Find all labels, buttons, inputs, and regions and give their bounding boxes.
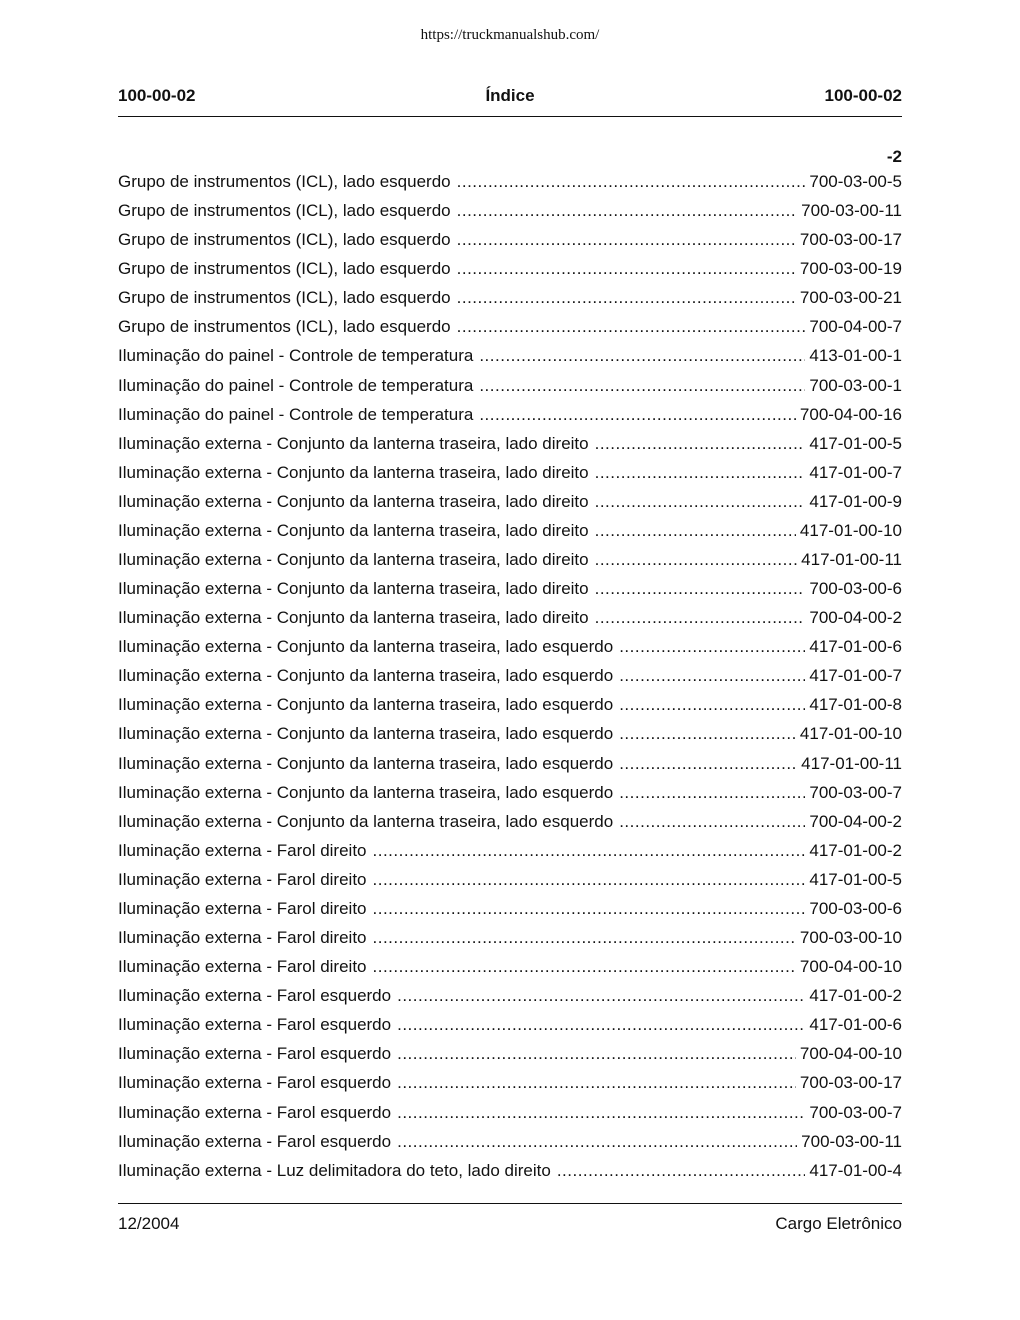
index-entry-label: Iluminação externa - Farol esquerdo bbox=[118, 986, 392, 1006]
dot-leader bbox=[479, 341, 805, 370]
index-entry[interactable] bbox=[118, 1068, 902, 1097]
index-entry-page: 417-01-00-11 bbox=[801, 753, 902, 773]
index-entry[interactable] bbox=[118, 1010, 902, 1039]
dot-leader bbox=[595, 516, 796, 545]
dot-leader bbox=[619, 632, 805, 661]
dot-leader bbox=[479, 371, 805, 400]
index-entry[interactable] bbox=[118, 632, 902, 661]
index-entry-page: 700-04-00-2 bbox=[809, 811, 902, 831]
dot-leader bbox=[373, 836, 806, 865]
index-entry-label: Iluminação externa - Conjunto da lanterna traseira, lado direito bbox=[118, 433, 589, 453]
index-entry-label: Iluminação externa - Conjunto da lanterna traseira, lado esquerdo bbox=[118, 637, 614, 657]
index-entry-label: Iluminação externa - Luz delimitadora do teto, lado direito bbox=[118, 1160, 551, 1180]
index-entry-page: 700-03-00-11 bbox=[801, 201, 902, 221]
dot-leader bbox=[595, 574, 806, 603]
index-entry-label: Iluminação externa - Conjunto da lanterna traseira, lado esquerdo bbox=[118, 753, 614, 773]
index-entry[interactable] bbox=[118, 836, 902, 865]
index-entry-page: 417-01-00-4 bbox=[809, 1160, 902, 1180]
index-entry-page: 700-04-00-2 bbox=[809, 608, 902, 628]
index-entry[interactable] bbox=[118, 371, 902, 400]
index-entry-label: Grupo de instrumentos (ICL), lado esquerdo bbox=[118, 172, 451, 191]
index-entry-page: 700-04-00-16 bbox=[799, 404, 902, 424]
header-right-code: 100-00-02 bbox=[824, 86, 902, 105]
index-entry[interactable] bbox=[118, 312, 902, 341]
index-entry[interactable] bbox=[118, 923, 902, 952]
dot-leader bbox=[373, 952, 796, 981]
dot-leader bbox=[595, 429, 806, 458]
dot-leader bbox=[595, 603, 806, 632]
index-entry[interactable] bbox=[118, 865, 902, 894]
index-entry-label: Iluminação externa - Conjunto da lanterna traseira, lado esquerdo bbox=[118, 724, 614, 744]
index-entry[interactable] bbox=[118, 1156, 902, 1185]
index-entry-page: 700-04-00-10 bbox=[799, 957, 902, 977]
index-entry[interactable] bbox=[118, 661, 902, 690]
index-entry-label: Iluminação externa - Farol direito bbox=[118, 869, 367, 889]
index-entry-label: Iluminação externa - Farol direito bbox=[118, 840, 367, 860]
page-footer bbox=[118, 1203, 902, 1234]
index-list bbox=[118, 167, 902, 1185]
index-entry-label: Iluminação externa - Conjunto da lanterna traseira, lado esquerdo bbox=[118, 695, 614, 715]
index-entry-page: 700-03-00-19 bbox=[799, 259, 902, 279]
dot-leader bbox=[373, 865, 806, 894]
index-entry[interactable] bbox=[118, 690, 902, 719]
index-entry[interactable] bbox=[118, 1098, 902, 1127]
index-entry[interactable] bbox=[118, 516, 902, 545]
dot-leader bbox=[397, 981, 805, 1010]
index-entry-page: 417-01-00-5 bbox=[809, 869, 902, 889]
header-title: Índice bbox=[485, 86, 535, 105]
index-entry-page: 700-03-00-6 bbox=[809, 898, 902, 918]
index-entry[interactable] bbox=[118, 167, 902, 196]
index-entry-page: 700-03-00-1 bbox=[809, 375, 902, 395]
index-entry-label: Grupo de instrumentos (ICL), lado esquerdo bbox=[118, 230, 451, 250]
index-entry-page: 417-01-00-8 bbox=[809, 695, 902, 715]
index-entry-label: Iluminação externa - Conjunto da lanterna traseira, lado direito bbox=[118, 550, 589, 570]
dot-leader bbox=[619, 778, 805, 807]
index-entry[interactable] bbox=[118, 429, 902, 458]
index-entry[interactable] bbox=[118, 196, 902, 225]
index-entry-page: 413-01-00-1 bbox=[809, 346, 902, 366]
index-entry-page: 700-03-00-17 bbox=[799, 1073, 902, 1093]
footer-date: 12/2004 bbox=[118, 1214, 180, 1233]
index-entry-label: Grupo de instrumentos (ICL), lado esquerdo bbox=[118, 259, 451, 279]
index-entry-page: 700-03-00-11 bbox=[801, 1131, 902, 1151]
index-entry[interactable] bbox=[118, 545, 902, 574]
dot-leader bbox=[619, 661, 805, 690]
dot-leader bbox=[397, 1127, 797, 1156]
index-entry[interactable] bbox=[118, 894, 902, 923]
dot-leader bbox=[457, 167, 806, 196]
index-entry[interactable] bbox=[118, 458, 902, 487]
index-entry-label: Iluminação externa - Farol direito bbox=[118, 928, 367, 948]
index-entry-label: Iluminação externa - Conjunto da lanterna traseira, lado direito bbox=[118, 579, 589, 599]
index-entry-page: 417-01-00-6 bbox=[809, 637, 902, 657]
index-entry[interactable] bbox=[118, 341, 902, 370]
index-entry[interactable] bbox=[118, 400, 902, 429]
index-entry-page: 700-04-00-10 bbox=[799, 1044, 902, 1064]
index-entry-label: Grupo de instrumentos (ICL), lado esquerdo bbox=[118, 317, 451, 337]
dot-leader bbox=[595, 487, 806, 516]
footer-title: Cargo Eletrônico bbox=[775, 1214, 902, 1233]
dot-leader bbox=[479, 400, 796, 429]
dot-leader bbox=[619, 807, 805, 836]
dot-leader bbox=[373, 894, 806, 923]
index-entry[interactable] bbox=[118, 981, 902, 1010]
section-label: -2 bbox=[886, 147, 902, 166]
index-entry-page: 417-01-00-2 bbox=[809, 986, 902, 1006]
source-url[interactable]: https://truckmanualshub.com/ bbox=[420, 27, 600, 43]
index-entry[interactable] bbox=[118, 749, 902, 778]
dot-leader bbox=[397, 1039, 796, 1068]
index-entry-label: Iluminação externa - Conjunto da lanterna traseira, lado direito bbox=[118, 462, 589, 482]
index-entry-label: Iluminação externa - Farol direito bbox=[118, 957, 367, 977]
index-entry-label: Iluminação externa - Conjunto da lanterna traseira, lado esquerdo bbox=[118, 811, 614, 831]
index-entry-page: 417-01-00-10 bbox=[799, 724, 902, 744]
index-entry-label: Iluminação externa - Farol esquerdo bbox=[118, 1073, 392, 1093]
index-entry-page: 417-01-00-2 bbox=[809, 840, 902, 860]
dot-leader bbox=[373, 923, 796, 952]
index-entry-page: 700-03-00-10 bbox=[799, 928, 902, 948]
dot-leader bbox=[557, 1156, 806, 1185]
index-entry-page: 700-03-00-5 bbox=[809, 172, 902, 191]
dot-leader bbox=[457, 196, 798, 225]
index-entry-page: 700-03-00-6 bbox=[809, 579, 902, 599]
index-entry-page: 700-03-00-7 bbox=[809, 1102, 902, 1122]
index-entry[interactable] bbox=[118, 1039, 902, 1068]
dot-leader bbox=[595, 545, 798, 574]
dot-leader bbox=[457, 283, 796, 312]
index-entry-label: Iluminação externa - Farol esquerdo bbox=[118, 1131, 392, 1151]
index-entry-label: Iluminação externa - Conjunto da lanterna traseira, lado esquerdo bbox=[118, 666, 614, 686]
page-header bbox=[118, 84, 902, 117]
index-entry-label: Iluminação externa - Conjunto da lanterna traseira, lado direito bbox=[118, 608, 589, 628]
index-entry-page: 417-01-00-10 bbox=[799, 520, 902, 540]
index-entry-page: 700-03-00-7 bbox=[809, 782, 902, 802]
index-entry[interactable] bbox=[118, 778, 902, 807]
index-entry-page: 417-01-00-9 bbox=[809, 491, 902, 511]
dot-leader bbox=[397, 1068, 796, 1097]
index-entry[interactable] bbox=[118, 574, 902, 603]
index-entry-label: Iluminação externa - Farol direito bbox=[118, 898, 367, 918]
index-entry[interactable] bbox=[118, 254, 902, 283]
dot-leader bbox=[457, 225, 796, 254]
index-entry[interactable] bbox=[118, 719, 902, 748]
index-entry[interactable] bbox=[118, 807, 902, 836]
dot-leader bbox=[619, 719, 796, 748]
index-entry[interactable] bbox=[118, 283, 902, 312]
dot-leader bbox=[457, 254, 796, 283]
index-entry-label: Iluminação do painel - Controle de temperatura bbox=[118, 346, 474, 366]
index-entry-label: Iluminação do painel - Controle de temperatura bbox=[118, 404, 474, 424]
index-entry-page: 417-01-00-7 bbox=[809, 462, 902, 482]
dot-leader bbox=[457, 312, 806, 341]
dot-leader bbox=[397, 1010, 805, 1039]
index-entry[interactable] bbox=[118, 225, 902, 254]
index-entry[interactable] bbox=[118, 603, 902, 632]
index-entry-page: 417-01-00-6 bbox=[809, 1015, 902, 1035]
dot-leader bbox=[595, 458, 806, 487]
index-entry-page: 417-01-00-11 bbox=[801, 550, 902, 570]
dot-leader bbox=[619, 690, 805, 719]
index-entry-label: Iluminação externa - Farol esquerdo bbox=[118, 1015, 392, 1035]
index-entry-label: Iluminação externa - Conjunto da lanterna traseira, lado esquerdo bbox=[118, 782, 614, 802]
dot-leader bbox=[619, 749, 797, 778]
index-entry-label: Iluminação externa - Conjunto da lanterna traseira, lado direito bbox=[118, 520, 589, 540]
index-entry-label: Iluminação externa - Farol esquerdo bbox=[118, 1102, 392, 1122]
index-entry[interactable] bbox=[118, 952, 902, 981]
index-entry-label: Iluminação externa - Farol esquerdo bbox=[118, 1044, 392, 1064]
index-entry-label: Grupo de instrumentos (ICL), lado esquerdo bbox=[118, 201, 451, 221]
index-entry-page: 417-01-00-7 bbox=[809, 666, 902, 686]
dot-leader bbox=[397, 1098, 805, 1127]
index-entry-label: Iluminação externa - Conjunto da lanterna traseira, lado direito bbox=[118, 491, 589, 511]
header-left-code: 100-00-02 bbox=[118, 86, 196, 105]
index-entry[interactable] bbox=[118, 1127, 902, 1156]
index-entry-page: 700-03-00-21 bbox=[799, 288, 902, 308]
index-entry-label: Grupo de instrumentos (ICL), lado esquerdo bbox=[118, 288, 451, 308]
index-entry[interactable] bbox=[118, 487, 902, 516]
index-entry-page: 700-03-00-17 bbox=[799, 230, 902, 250]
index-entry-label: Iluminação do painel - Controle de temperatura bbox=[118, 375, 474, 395]
index-entry-page: 417-01-00-5 bbox=[809, 433, 902, 453]
index-entry-page: 700-04-00-7 bbox=[809, 317, 902, 337]
